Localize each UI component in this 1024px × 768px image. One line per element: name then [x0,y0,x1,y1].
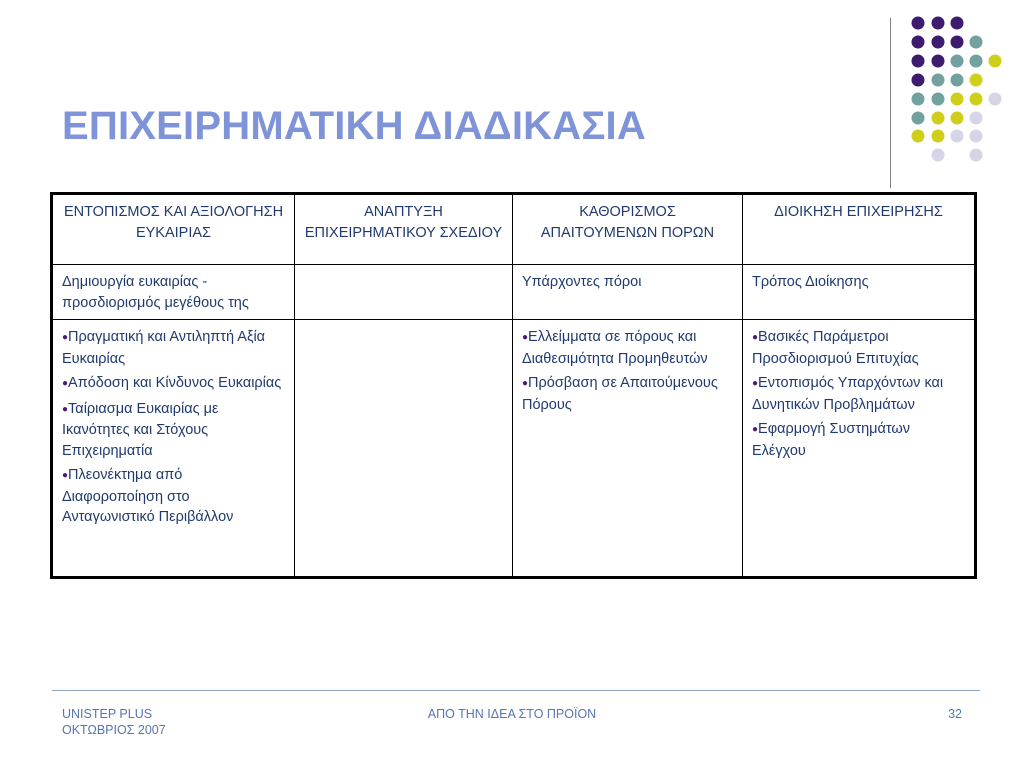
table-cell [52,320,295,578]
bullet-icon: ● [62,403,69,415]
bullet-icon: ● [62,332,69,343]
list-item-text: Ταίριασμα Ευκαιρίας με Ικανότητες και Στόχους Επιχειρηματία [62,400,219,459]
decorative-dot [932,93,945,106]
decorative-dot [932,74,945,87]
decorative-dot [932,149,945,162]
list-item [522,373,733,415]
table-header-row [52,194,976,265]
list-item-text: Πρόσβαση σε Απαιτούμενους Πόρους [522,375,718,413]
list-item-text: Απόδοση και Κίνδυνος Ευκαιρίας [68,375,282,391]
list-item [62,465,285,528]
decorative-dot [970,36,983,49]
bullet-icon: ● [752,378,759,389]
table-cell: Υπάρχοντες πόροι [513,265,743,320]
bullet-icon: ● [752,332,759,343]
table-cell: Τρόπος Διοίκησης [743,265,976,320]
footer-date: ΟΚΤΩΒΡΙΟΣ 2007 [62,723,166,737]
bullet-icon: ● [522,332,529,343]
bullet-list [522,327,733,415]
decorative-dot [951,130,964,143]
decorative-dot [912,93,925,106]
decorative-dot [970,130,983,143]
decorative-dot [912,17,925,30]
decorative-dot [932,17,945,30]
vertical-divider [890,18,891,188]
decorative-dot [970,74,983,87]
list-item [62,399,285,462]
list-item [752,419,965,461]
decorative-dot [951,112,964,125]
list-item-text: Εντοπισμός Υπαρχόντων και Δυνητικών Προβλημάτων [752,375,944,413]
list-item [62,327,285,369]
decorative-dot [912,74,925,87]
list-item-text: Βασικές Παράμετροι Προσδιορισμού Επιτυχίας [752,329,919,367]
table-cell [513,320,743,578]
header-cell-management: ΔΙΟΙΚΗΣΗ ΕΠΙΧΕΙΡΗΣΗΣ [743,194,976,265]
list-item-text: Εφαρμογή Συστημάτων Ελέγχου [752,421,910,459]
footer-divider [52,690,980,691]
decorative-dot [989,55,1002,68]
decorative-dot [912,130,925,143]
decorative-dot [951,93,964,106]
decorative-dot [951,74,964,87]
bullet-icon: ● [522,378,529,389]
bullet-icon: ● [62,470,69,481]
bullet-icon: ● [752,424,759,435]
header-cell-resources: ΚΑΘΟΡΙΣΜΟΣ ΑΠΑΙΤΟΥΜΕΝΩΝ ΠΟΡΩΝ [513,194,743,265]
decorative-dot [932,112,945,125]
decorative-dot [970,112,983,125]
list-item-text: Πραγματική και Αντιληπτή Αξία Ευκαιρίας [62,329,266,367]
list-item [752,373,965,415]
list-item [752,327,965,369]
table-cell-empty [295,320,513,578]
decorative-dot [932,130,945,143]
decorative-dot [970,149,983,162]
list-item-text: Ελλείμματα σε πόρους και Διαθεσιμότητα Προμηθευτών [522,329,708,367]
decorative-dot [989,93,1002,106]
bullet-list [752,327,965,461]
footer-center-title: ΑΠΟ ΤΗΝ ΙΔΕΑ ΣΤΟ ΠΡΟΪΟΝ [427,707,597,721]
bullet-icon: ● [62,378,69,389]
decorative-dot [970,93,983,106]
list-item [62,373,285,395]
list-item [522,327,733,369]
page-number: 32 [948,707,962,721]
table-row [52,265,976,320]
decorative-dot [932,36,945,49]
header-cell-business-plan: ΑΝΑΠΤΥΞΗ ΕΠΙΧΕΙΡΗΜΑΤΙΚΟΥ ΣΧΕΔΙΟΥ [295,194,513,265]
process-table [50,192,977,579]
decorative-dot [951,55,964,68]
list-item-text: Πλεονέκτημα από Διαφοροποίηση στο Ανταγωνιστικό Περιβάλλον [62,467,234,525]
footer-organization: UNISTEP PLUS [62,707,153,721]
table-cell-empty [295,265,513,320]
decorative-dot [912,55,925,68]
table-cell: Δημιουργία ευκαιρίας - προσδιορισμός μεγέθους της [52,265,295,320]
bullet-list [62,327,285,528]
table-row [52,320,976,578]
decorative-dot [932,55,945,68]
decorative-dot [912,36,925,49]
header-cell-opportunity: ΕΝΤΟΠΙΣΜΟΣ ΚΑΙ ΑΞΙΟΛΟΓΗΣΗ ΕΥΚΑΙΡΙΑΣ [52,194,295,265]
decorative-dot [951,36,964,49]
decorative-dot [912,112,925,125]
decorative-dot [951,17,964,30]
slide-title: ΕΠΙΧΕΙΡΗΜΑΤΙΚΗ ΔΙΑΔΙΚΑΣΙΑ [62,104,646,148]
table-cell [743,320,976,578]
decorative-dot [970,55,983,68]
